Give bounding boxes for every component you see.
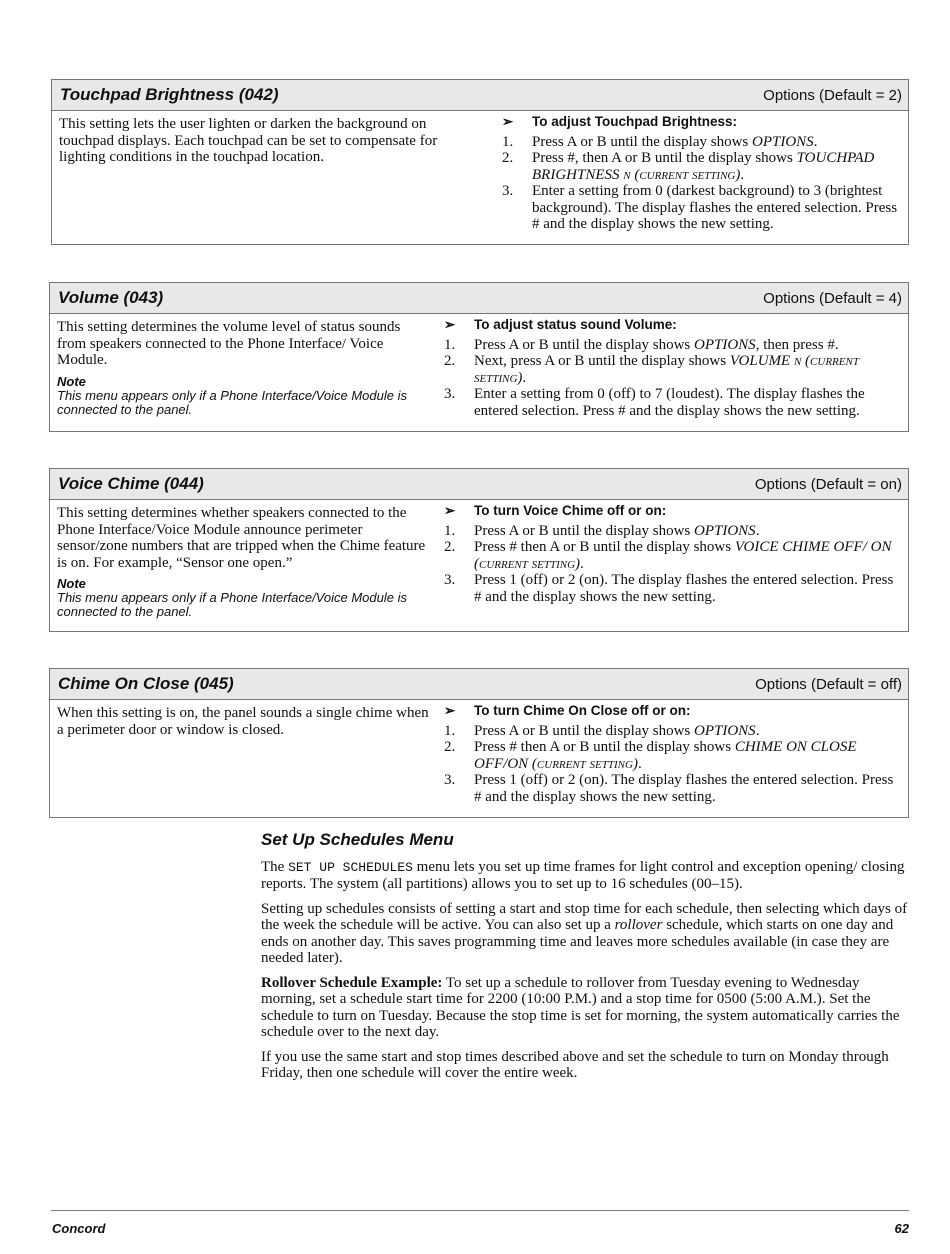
step: 1. Press A or B until the display shows OPTIONS. (502, 133, 818, 150)
voice-chime-box (49, 468, 909, 632)
box-title: Touchpad Brightness (042) (60, 85, 279, 104)
arrow-icon: ➢ (444, 317, 456, 332)
note-text: This menu appears only if a Phone Interface/Voice Module is connected to the panel. (57, 387, 407, 417)
box-header (50, 669, 908, 700)
step: 2. Press # then A or B until the display shows VOICE CHIME OFF/ ON (current setting). (444, 539, 892, 572)
paragraph: The SET UP SCHEDULES menu lets you set up time frames for light control and exception opening/ closing reports. The system (all partitions) allows you to set up to 16 schedules (00–15). (261, 858, 905, 892)
step: 2. Next, press A or B until the display shows VOLUME n (current setting). (444, 353, 859, 386)
box-title: Volume (043) (58, 288, 164, 307)
step: 2. Press #, then A or B until the display shows TOUCHPAD BRIGHTNESS n (current setting). (502, 150, 875, 183)
arrow-icon: ➢ (502, 114, 514, 129)
paragraph: If you use the same start and stop times described above and set the schedule to turn on Monday through Friday, then one schedule will cover the entire week. (261, 1048, 889, 1081)
step: 3. Enter a setting from 0 (off) to 7 (loudest). The display flashes the entered selection. Press # and the display shows the new setting. (444, 386, 865, 419)
box-description: This setting lets the user lighten or darken the background on touchpad displays. Each touchpad can be set to compensate for lighting conditions in the touchpad location. (59, 116, 438, 165)
box-description: This setting determines the volume level of status sounds from speakers connected to the Phone Interface/ Voice Module. Note This menu appears only if a Phone Interface/Voice Module is connected to the panel. (57, 319, 432, 417)
step: 2. Press # then A or B until the display shows CHIME ON CLOSE OFF/ON (current setting). (444, 739, 857, 772)
box-title: Voice Chime (044) (58, 474, 204, 493)
footer-rule (51, 1210, 909, 1211)
footer-title: Concord (52, 1221, 106, 1236)
box-options: Options (Default = on) (754, 475, 902, 493)
step: 3. Enter a setting from 0 (darkest background) to 3 (brightest background). The display flashes the entered selection. Press # and the display shows the new setting. (502, 183, 898, 232)
box-options: Options (Default = 4) (763, 289, 902, 307)
procedure (444, 317, 894, 419)
note-text: This menu appears only if a Phone Interface/Voice Module is connected to the panel. (57, 590, 407, 619)
arrow-icon: ➢ (444, 703, 456, 718)
procedure (444, 703, 904, 805)
paragraph: Setting up schedules consists of setting a start and stop time for each schedule, then selecting which days of the week the schedule will be active. You can also set up a rollover schedule, which starts on one day and ends on another day. This saves programming time and leaves more schedules available (in case they are needed later). (261, 900, 908, 966)
box-description: This setting determines whether speakers connected to the Phone Interface/Voice Module announce perimeter sensor/zone numbers that are tripped when the Chime feature is on. For example, “Sensor one open.” Note This menu appears only if a Phone Interface/Voice Module is connected to the panel. (57, 505, 432, 619)
box-options: Options (Default = off) (755, 675, 902, 693)
step: 3. Press 1 (off) or 2 (on). The display flashes the entered selection. Press # and the display shows the new setting. (444, 572, 894, 605)
procedure-heading: To turn Chime On Close off or on: (474, 703, 691, 718)
volume-box (49, 282, 909, 432)
page-number: 62 (894, 1221, 909, 1236)
box-header (52, 80, 908, 111)
step: 1. Press A or B until the display shows OPTIONS. (444, 722, 760, 739)
box-header (50, 283, 908, 314)
schedules-section (261, 832, 911, 1090)
section-heading: Set Up Schedules Menu (261, 830, 454, 849)
note-heading: Note (57, 576, 86, 591)
procedure (502, 114, 902, 233)
arrow-icon: ➢ (444, 503, 456, 518)
box-options: Options (Default = 2) (763, 86, 902, 104)
box-title: Chime On Close (045) (58, 674, 234, 693)
procedure-heading: To turn Voice Chime off or on: (474, 503, 667, 518)
paragraph: Rollover Schedule Example: To set up a schedule to rollover from Tuesday evening to Wednesday morning, set a schedule start time for 2200 (10:00 P.M.) and a stop time for 0500 (5:00 A.M.). Set the schedule to turn on Tuesday. Because the stop time is set for morning, the system automatically carries the schedule over to the next day. (261, 974, 900, 1040)
note-heading: Note (57, 373, 86, 389)
step: 3. Press 1 (off) or 2 (on). The display flashes the entered selection. Press # and the display shows the new setting. (444, 772, 894, 805)
procedure-heading: To adjust status sound Volume: (474, 317, 677, 332)
step: 1. Press A or B until the display shows OPTIONS. (444, 522, 760, 539)
box-description: When this setting is on, the panel sounds a single chime when a perimeter door or window is closed. (57, 705, 429, 738)
step: 1. Press A or B until the display shows OPTIONS, then press #. (444, 336, 839, 353)
touchpad-brightness-box (51, 79, 909, 245)
procedure (444, 503, 894, 605)
box-header (50, 469, 908, 500)
procedure-heading: To adjust Touchpad Brightness: (532, 114, 737, 129)
chime-on-close-box (49, 668, 909, 818)
